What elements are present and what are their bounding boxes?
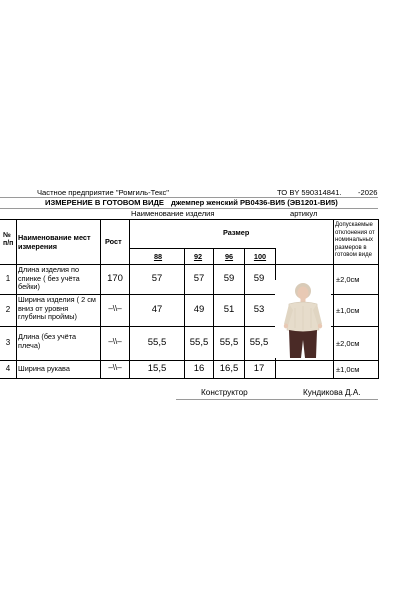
grid-line	[16, 219, 17, 379]
size-header: 96	[224, 252, 234, 261]
size-value: 55,5	[189, 337, 209, 348]
header-divider	[0, 197, 378, 198]
height-value: –\\–	[108, 337, 122, 346]
size-value: 57	[193, 273, 205, 284]
grid-line	[0, 378, 378, 379]
size-value: 59	[253, 273, 265, 284]
constructor-name: Кундикова Д.А.	[303, 388, 361, 397]
column-header-name: Наименование мест измерения	[18, 233, 91, 251]
tolerance-value: ±2,0см	[336, 275, 360, 284]
grid-line	[0, 360, 378, 361]
model-illustration	[275, 280, 331, 358]
size-value: 59	[223, 273, 235, 284]
grid-line	[129, 219, 130, 379]
year: -2026	[358, 188, 378, 197]
measurement-name: Ширина рукава	[18, 364, 70, 373]
product-photo	[275, 280, 331, 358]
size-header: 100	[253, 252, 267, 261]
footer-divider	[176, 399, 378, 400]
size-value: 55,5	[147, 337, 167, 348]
size-value: 49	[193, 304, 205, 315]
size-value: 17	[253, 363, 265, 374]
height-value: –\\–	[108, 363, 122, 372]
tolerance-value: ±1,0см	[336, 306, 360, 315]
size-header: 88	[153, 252, 163, 261]
grid-line	[100, 219, 101, 379]
measurement-name: Длина (без учёта плеча)	[18, 332, 77, 350]
row-number: 3	[5, 338, 11, 347]
size-value: 47	[151, 304, 163, 315]
product-name: джемпер женский РВ0436-ВИ5 (ЭВ1201-ВИ5)	[171, 198, 338, 207]
grid-line	[333, 219, 334, 379]
height-value: –\\–	[108, 304, 122, 313]
constructor-label: Конструктор	[201, 388, 248, 397]
size-value: 53	[253, 304, 265, 315]
row-number: 1	[5, 274, 11, 283]
measurement-name: Длина изделия по спинке ( без учёта бейки)	[18, 265, 80, 292]
height-value: 170	[107, 273, 123, 284]
size-value: 15,5	[147, 363, 167, 374]
size-value: 16	[193, 363, 205, 374]
measurement-name: Ширина изделия ( 2 см вниз от уровня глубины проймы)	[18, 295, 96, 322]
tolerance-value: ±2,0см	[336, 339, 360, 348]
size-header: 92	[193, 252, 203, 261]
column-header-number: № п/п	[3, 232, 14, 248]
size-value: 51	[223, 304, 235, 315]
column-header-size: Размер	[223, 228, 250, 237]
row-number: 4	[5, 364, 11, 373]
article-label: артикул	[290, 209, 318, 218]
grid-line	[129, 248, 275, 249]
document-title: ИЗМЕРЕНИЕ В ГОТОВОМ ВИДЕ	[45, 198, 164, 207]
standard-number: ТО BY 590314841.	[277, 188, 342, 197]
size-value: 57	[151, 273, 163, 284]
item-name-label: Наименование изделия	[131, 209, 215, 218]
company-name: Частное предприятие "Ромгиль-Текс"	[37, 188, 170, 197]
tolerance-value: ±1,0см	[336, 365, 360, 374]
column-header-height: Рост	[105, 237, 122, 246]
header-divider	[0, 208, 378, 209]
table-top-border	[0, 219, 378, 220]
size-value: 16,5	[219, 363, 239, 374]
size-value: 55,5	[249, 337, 269, 348]
row-number: 2	[5, 305, 11, 314]
size-value: 55,5	[219, 337, 239, 348]
column-header-tolerance: Допускаемые отклонения от номинальных размеров в готовом виде	[335, 222, 375, 258]
